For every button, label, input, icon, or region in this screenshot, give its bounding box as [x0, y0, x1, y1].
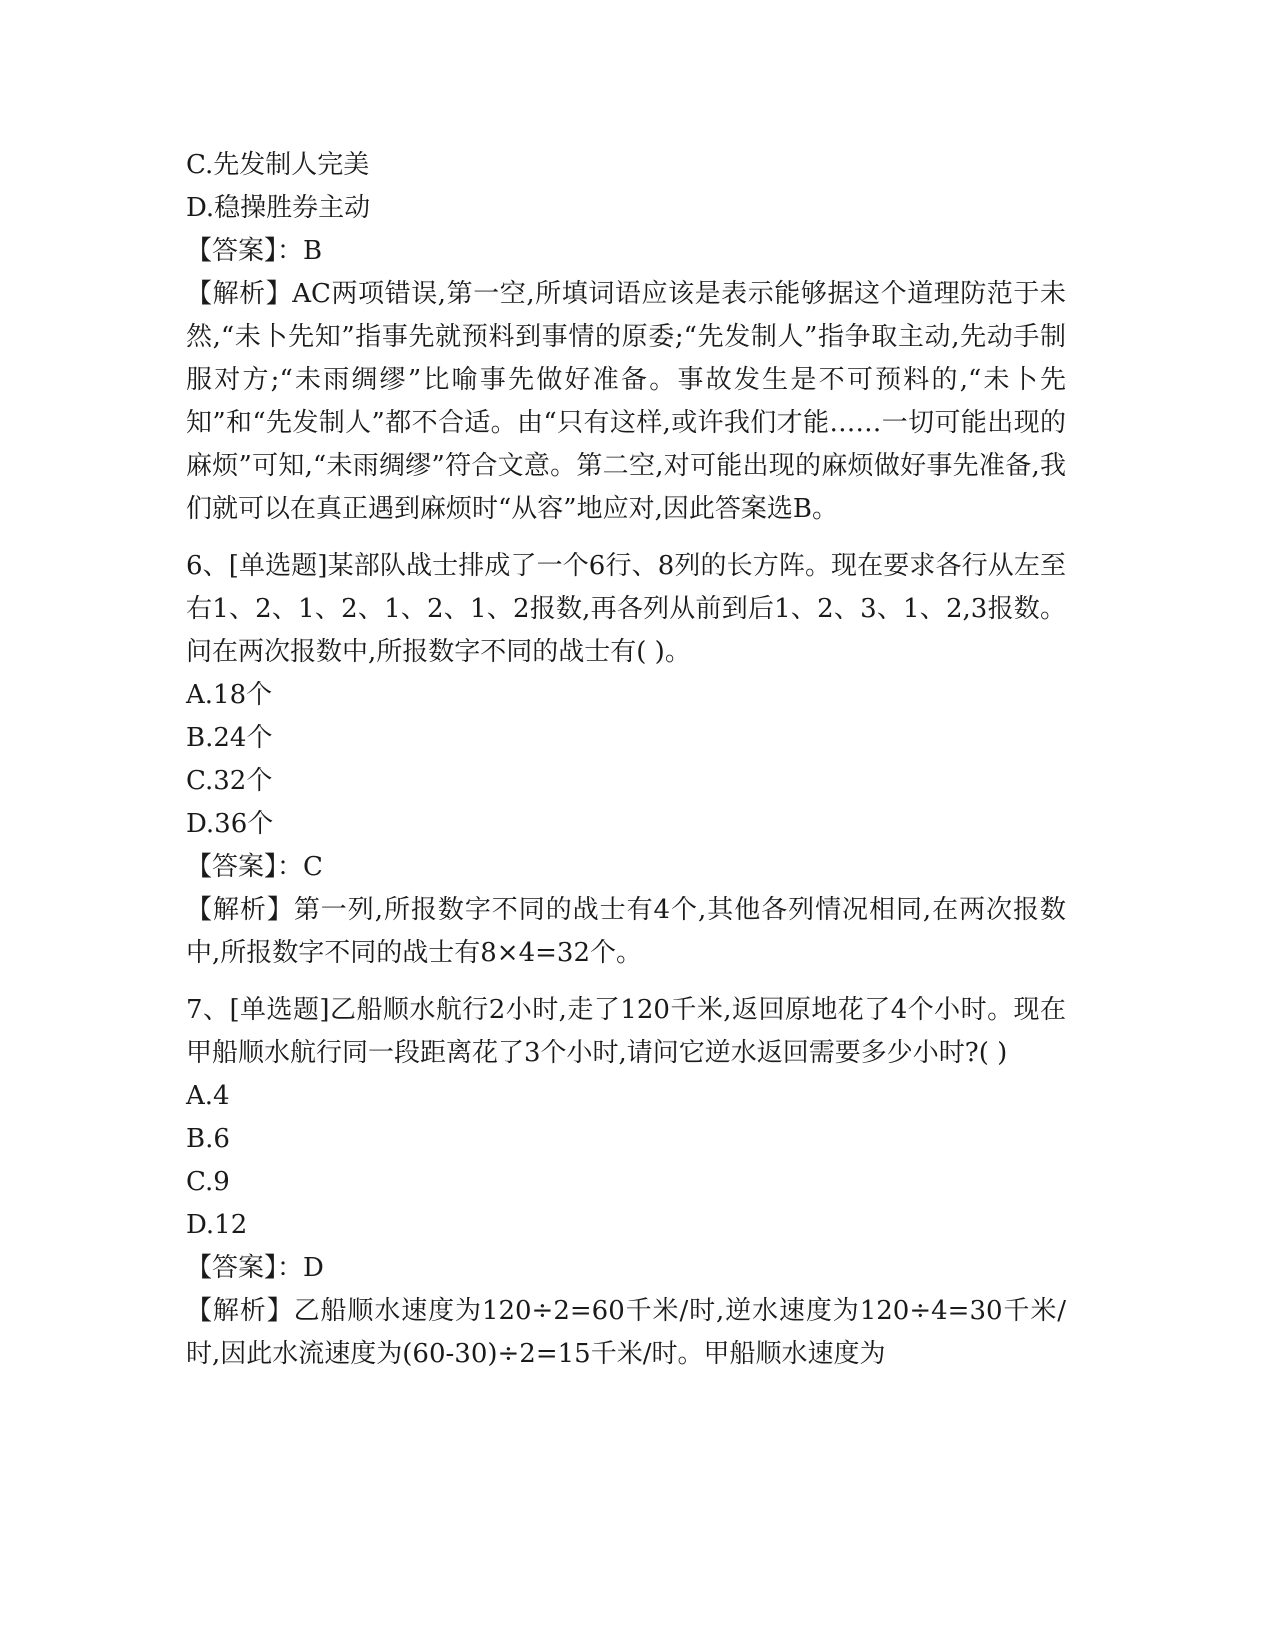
- answer: 【答案】：B: [186, 236, 323, 266]
- question-6: [186, 545, 1066, 975]
- option-d: D.稳操胜券主动: [186, 193, 371, 223]
- answer: 【答案】：D: [186, 1253, 324, 1283]
- question-7: [186, 989, 1066, 1376]
- spacer: [186, 531, 1066, 545]
- analysis: 【解析】第一列,所报数字不同的战士有4个,其他各列情况相同,在两次报数中,所报数字不同的战士有8×4=32个。: [186, 895, 1066, 968]
- analysis: 【解析】乙船顺水速度为120÷2=60千米/时,逆水速度为120÷4=30千米/时,因此水流速度为(60-30)÷2=15千米/时。甲船顺水速度为: [186, 1296, 1066, 1369]
- option-c: C.32个: [186, 766, 273, 796]
- document-page: [186, 144, 1066, 1376]
- option-d: D.12: [186, 1210, 248, 1240]
- option-a: A.4: [186, 1081, 230, 1111]
- option-a: A.18个: [186, 680, 273, 710]
- analysis: 【解析】AC两项错误,第一空,所填词语应该是表示能够据这个道理防范于未然,“未卜先知”指事先就预料到事情的原委;“先发制人”指争取主动,先动手制服对方;“未雨绸缪”比喻事先做好准备。事故发生是不可预料的,“未卜先知”和“先发制人”都不合适。由“只有这样,或许我们才能……一切可能出现的麻烦”可知,“未雨绸缪”符合文意。第二空,对可能出现的麻烦做好事先准备,我们就可以在真正遇到麻烦时“从容”地应对,因此答案选B。: [186, 279, 1066, 524]
- option-b: B.6: [186, 1124, 230, 1154]
- question-stem: 7、[单选题]乙船顺水航行2小时,走了120千米,返回原地花了4个小时。现在甲船顺水航行同一段距离花了3个小时,请问它逆水返回需要多少小时?( ): [186, 995, 1066, 1068]
- question-stem: 6、[单选题]某部队战士排成了一个6行、8列的长方阵。现在要求各行从左至右1、2、1、2、1、2、1、2报数,再各列从前到后1、2、3、1、2,3报数。问在两次报数中,所报数字不同的战士有( )。: [186, 551, 1066, 667]
- spacer: [186, 975, 1066, 989]
- option-b: B.24个: [186, 723, 273, 753]
- option-d: D.36个: [186, 809, 274, 839]
- previous-question-tail: [186, 144, 1066, 531]
- option-c: C.先发制人完美: [186, 150, 370, 180]
- answer: 【答案】：C: [186, 852, 323, 882]
- option-c: C.9: [186, 1167, 230, 1197]
